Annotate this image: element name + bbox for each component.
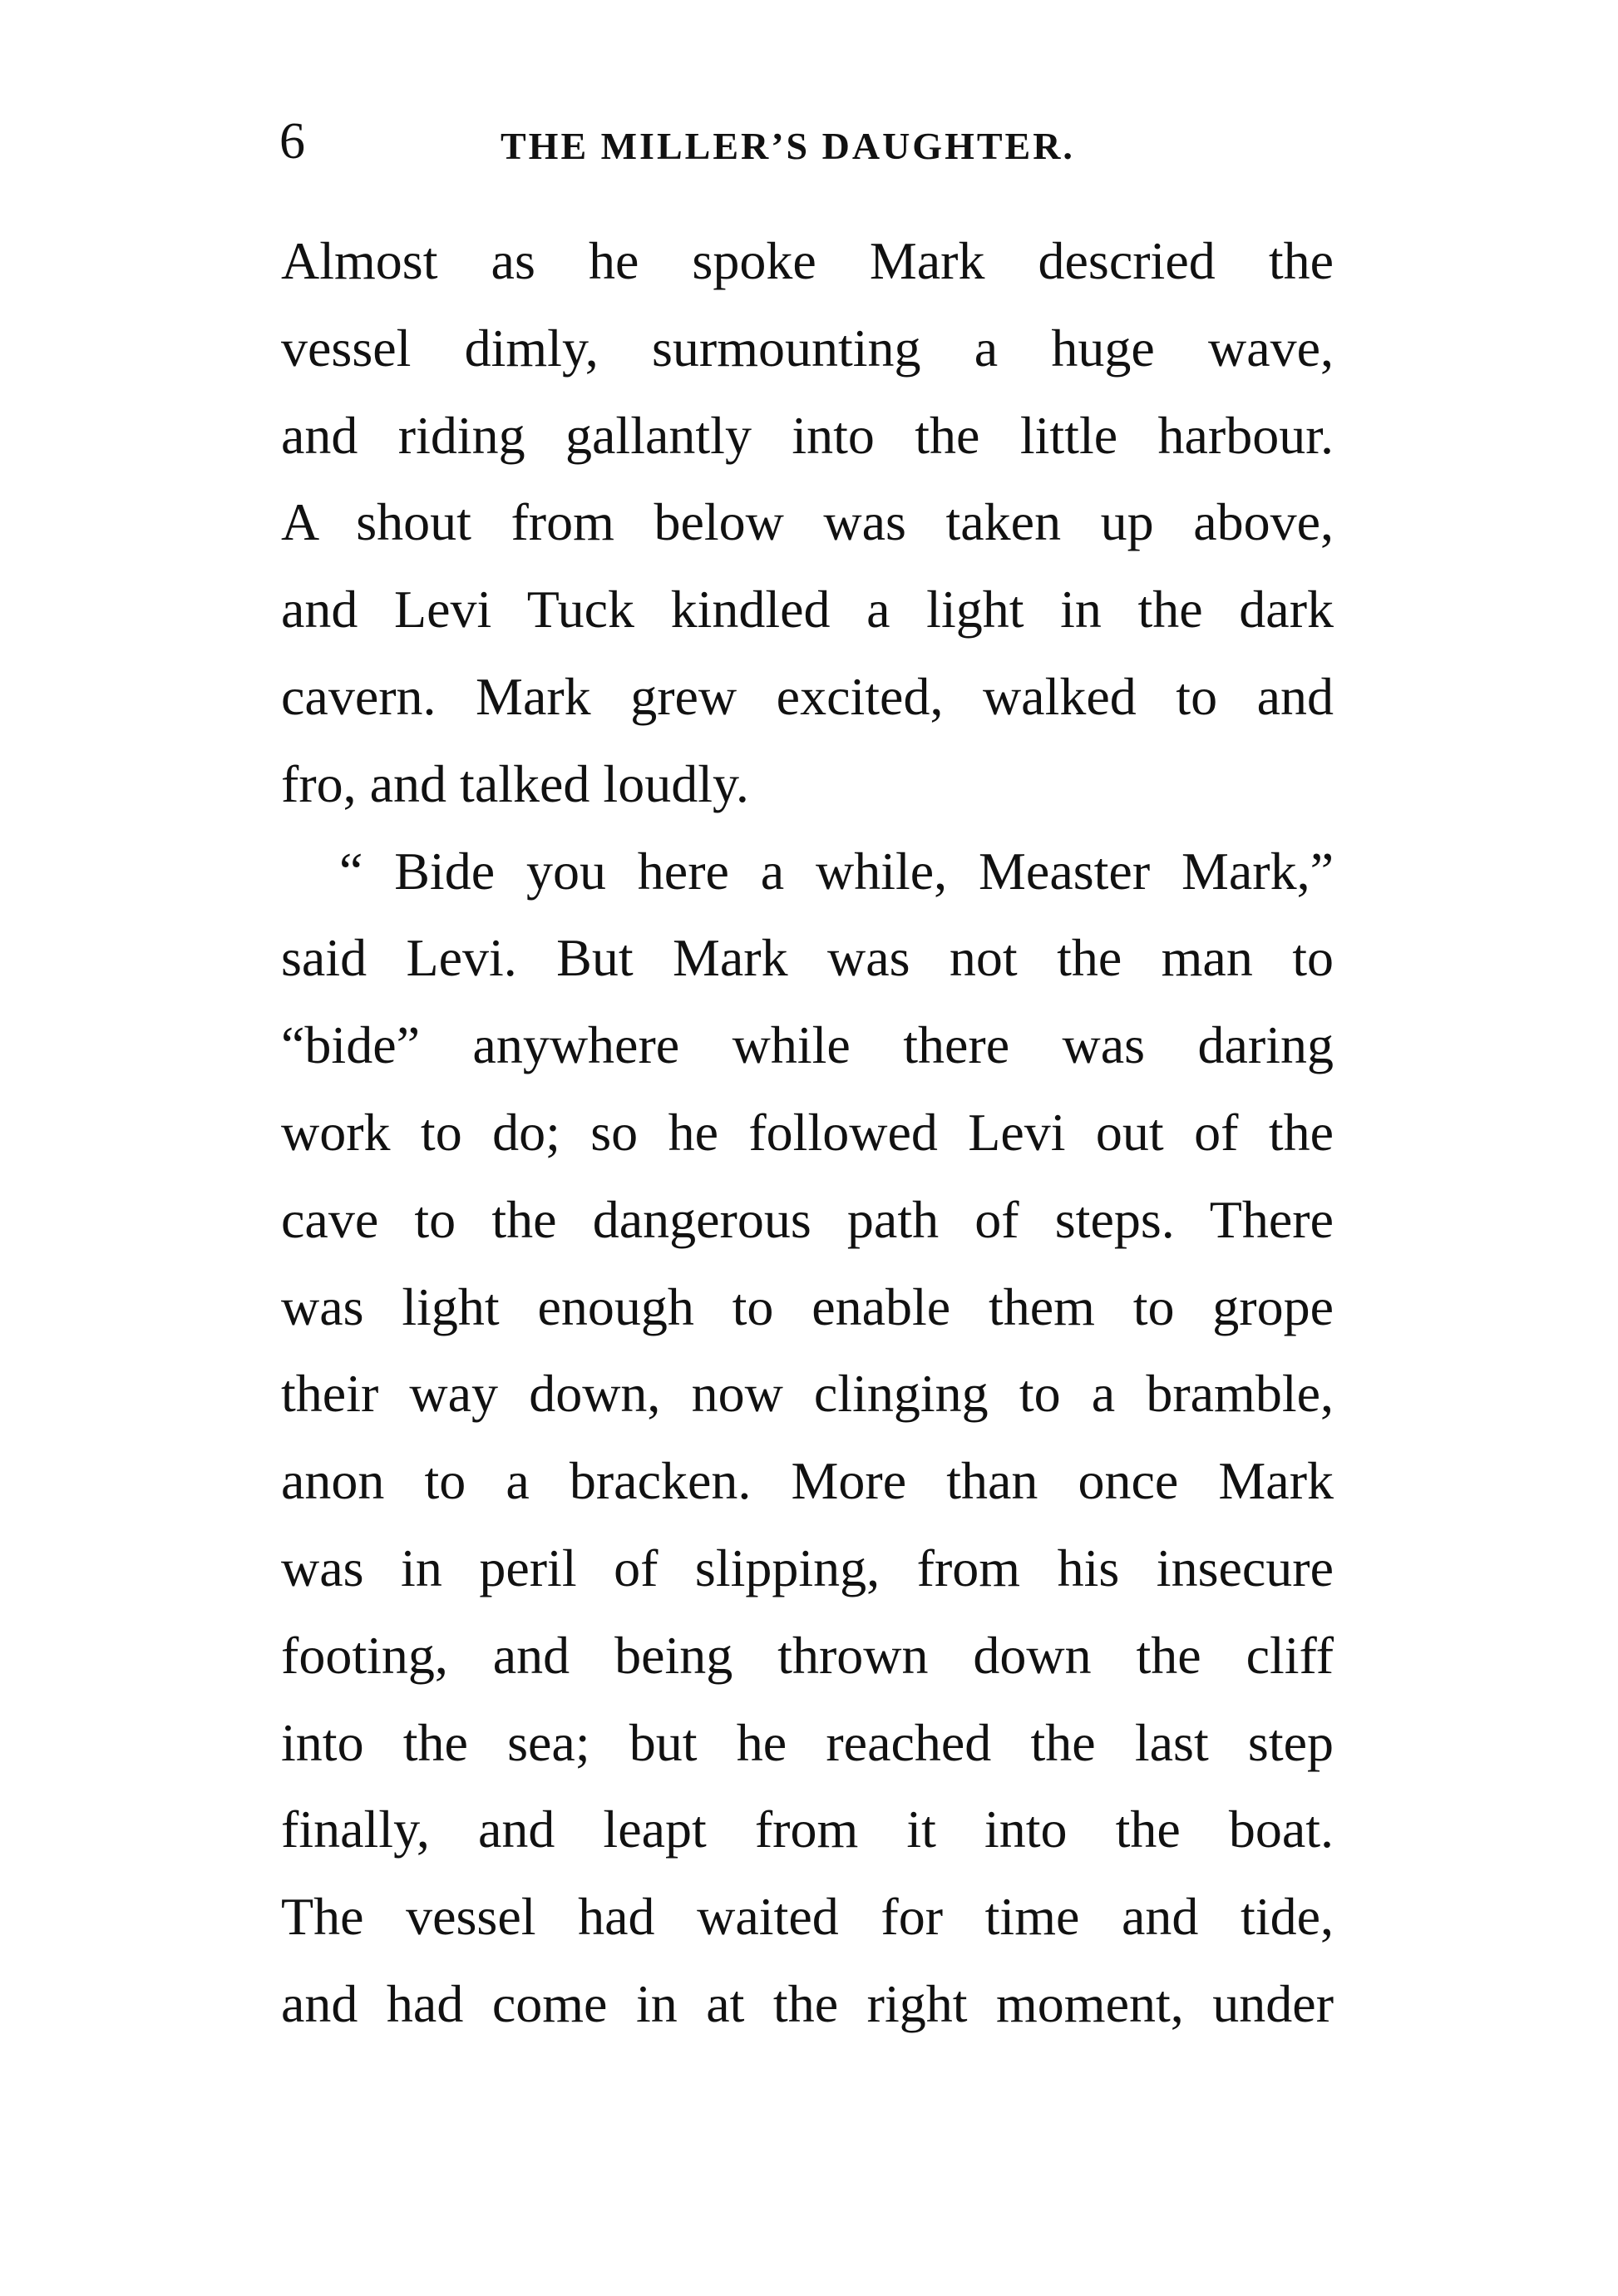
running-head [0, 108, 1618, 175]
page-number: 6 [279, 113, 305, 170]
text-line: into the sea; but he reached the last step [281, 1712, 1334, 1772]
running-title: THE MILLER’S DAUGHTER. [501, 125, 1075, 167]
text-line: “bide” anywhere while there was daring [281, 1015, 1334, 1075]
text-line: cave to the dangerous path of steps. There [281, 1189, 1334, 1249]
text-line: footing, and being thrown down the cliff [281, 1625, 1334, 1685]
text-line: was in peril of slipping, from his insecure [281, 1538, 1334, 1597]
text-line: vessel dimly, surmounting a huge wave, [281, 318, 1334, 378]
text-line: and riding gallantly into the little harbour. [281, 405, 1334, 465]
text-line: their way down, now clinging to a bramble, [281, 1364, 1334, 1424]
body-text [281, 218, 1334, 2048]
text-line: cavern. Mark grew excited, walked to and [281, 666, 1334, 726]
text-line: anon to a bracken. More than once Mark [281, 1451, 1334, 1511]
text-line: A shout from below was taken up above, [281, 492, 1334, 552]
paragraph-start-line: “ Bide you here a while, Measter Mark,” [339, 841, 1334, 901]
text-line: Almost as he spoke Mark descried the [281, 231, 1334, 290]
text-line: was light enough to enable them to grope [281, 1276, 1334, 1336]
text-line: The vessel had waited for time and tide, [281, 1887, 1334, 1947]
text-line: finally, and leapt from it into the boat. [281, 1800, 1334, 1859]
text-line: and had come in at the right moment, under [281, 1973, 1334, 2033]
text-line: work to do; so he followed Levi out of the [281, 1102, 1334, 1162]
paragraph-end-line: fro, and talked loudly. [281, 753, 749, 813]
text-line: and Levi Tuck kindled a light in the dark [281, 580, 1334, 639]
text-line: said Levi. But Mark was not the man to [281, 928, 1334, 988]
